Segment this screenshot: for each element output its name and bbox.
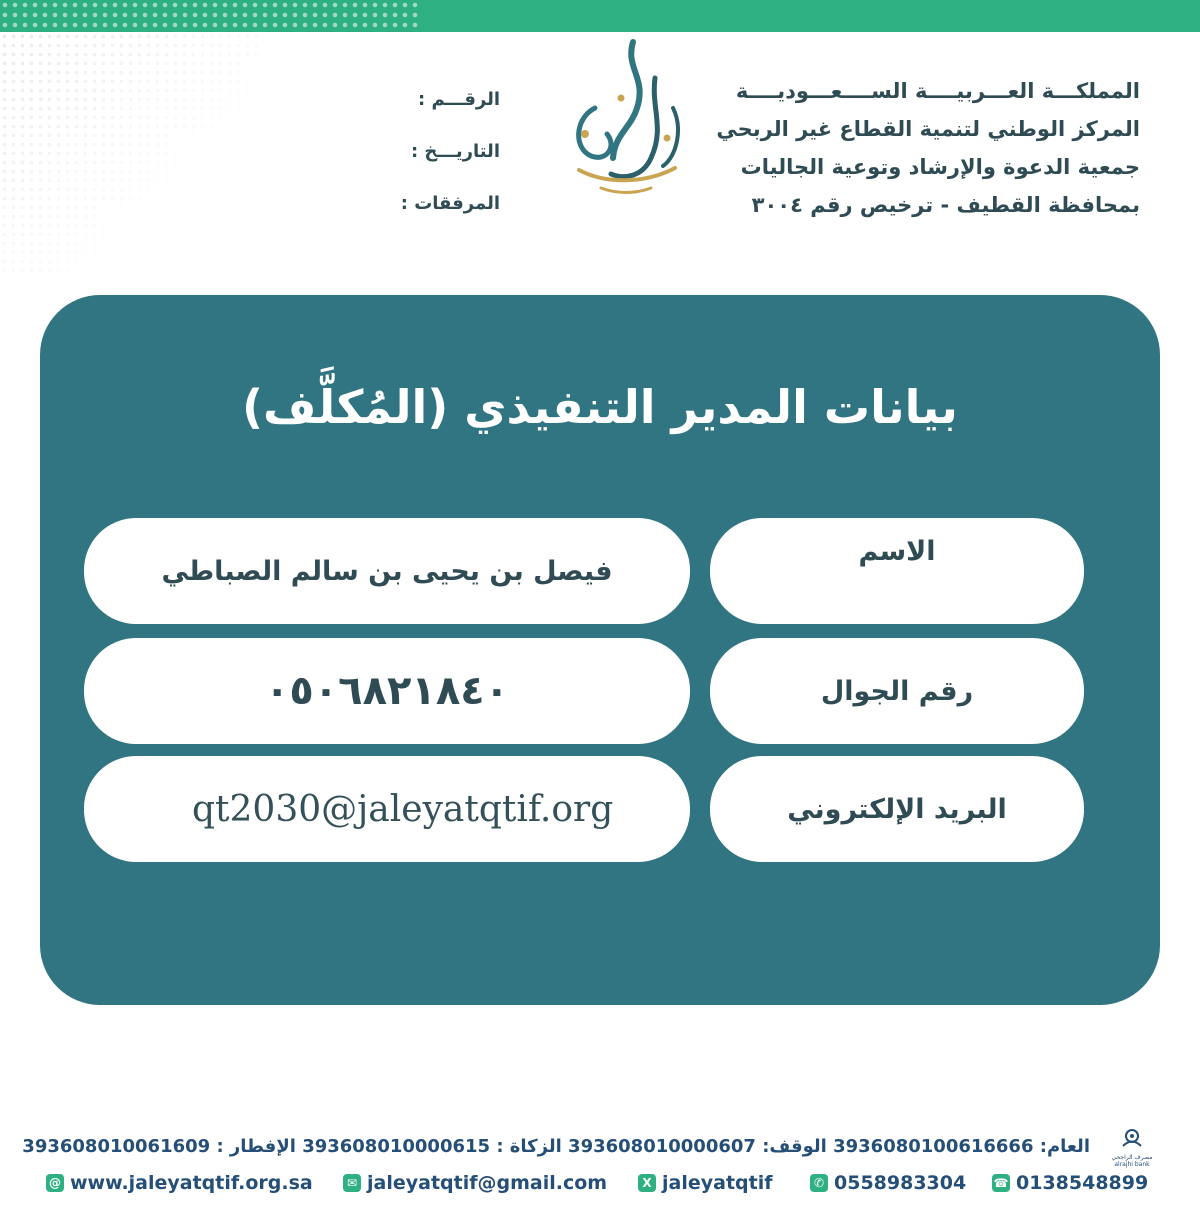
- whatsapp-icon: ✆: [810, 1174, 828, 1192]
- name-label: الاسم: [710, 518, 1084, 624]
- mail-icon: ✉: [343, 1174, 361, 1192]
- mobile-value: ٠٥٠٦٨٢١٨٤٠: [84, 638, 690, 744]
- phone-icon: ☎: [993, 1176, 1009, 1190]
- phone-text[interactable]: 0138548899: [1016, 1172, 1149, 1194]
- whatsapp-text[interactable]: 0558983304: [834, 1172, 967, 1194]
- email-contact[interactable]: [343, 1172, 607, 1194]
- bank-logo: [1108, 1128, 1156, 1176]
- attachments-label: المرفقات :: [400, 193, 500, 214]
- bank-name-en: alrajhi bank: [1114, 1161, 1150, 1168]
- calligraphy-logo-icon: [555, 38, 695, 198]
- x-contact[interactable]: [638, 1172, 772, 1194]
- website-text[interactable]: www.jaleyatqtif.org.sa: [70, 1172, 313, 1194]
- decorative-dot-pattern: [0, 32, 260, 272]
- bank-name-ar: مصرف الراجحي: [1111, 1154, 1153, 1161]
- top-decorative-band: [0, 0, 1200, 32]
- org-line-center: المركز الوطني لتنمية القطاع غير الربحي: [716, 117, 1140, 141]
- org-line-license: بمحافظة القطيف - ترخيص رقم ٣٠٠٤: [751, 193, 1140, 217]
- org-line-country: المملكـــة العـــربيــــة الســــعـــوديــــة: [735, 79, 1140, 103]
- email-label: البريد الإلكتروني: [710, 756, 1084, 862]
- mobile-label: رقم الجوال: [710, 638, 1084, 744]
- globe-icon: @: [46, 1174, 64, 1192]
- whatsapp-contact[interactable]: [810, 1172, 966, 1194]
- x-icon: X: [638, 1174, 656, 1192]
- phone-contact[interactable]: [992, 1172, 1148, 1194]
- bank-icon: [1119, 1128, 1145, 1150]
- email-text[interactable]: jaleyatqtif@gmail.com: [367, 1172, 608, 1194]
- website-contact[interactable]: [46, 1172, 313, 1194]
- date-label: التاريـــخ :: [410, 141, 500, 162]
- bank-accounts-line: العام: 3936080100616666 الوقف: 393608010000607 الزكاة : 393608010000615 الإفطار : 393608010061609: [22, 1136, 1090, 1157]
- card-title: بيانات المدير التنفيذي (المُكلَّف): [242, 380, 958, 434]
- org-line-association: جمعية الدعوة والإرشاد وتوعية الجاليات: [740, 155, 1140, 179]
- document-meta-fields: [370, 74, 500, 230]
- organization-header: [680, 72, 1140, 224]
- email-value: qt2030@jaleyatqtif.org: [84, 756, 690, 862]
- name-value: فيصل بن يحيى بن سالم الصباطي: [84, 518, 690, 624]
- x-handle-text[interactable]: jaleyatqtif: [662, 1172, 773, 1194]
- reference-number-label: الرقـــم :: [418, 89, 500, 110]
